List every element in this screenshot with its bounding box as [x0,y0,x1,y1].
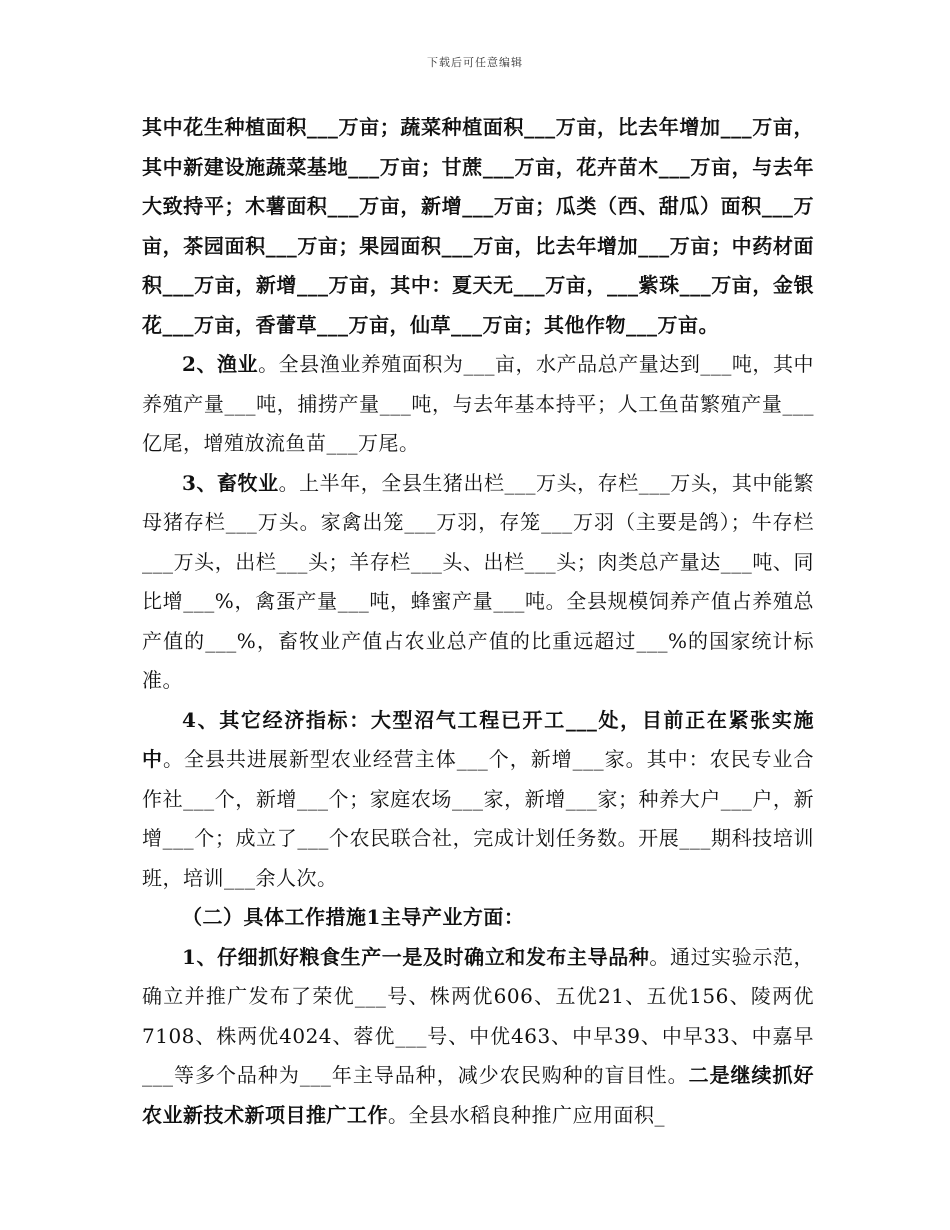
document-body [142,108,814,1135]
grain-heading: 1、仔细抓好粮食生产一是及时确立和发布主导品种 [182,944,650,969]
section-subheading: （二）具体工作措施1主导产业方面： [182,905,525,929]
fishery-text: 。全县渔业养殖面积为___亩，水产品总产量达到___吨，其中养殖产量___吨，捕捞产量___吨，与去年基本持平；人工鱼苗繁殖产量___亿尾，增殖放流鱼苗___万尾。 [142,352,815,455]
other-indicators-text: 。全县共进展新型农业经营主体___个，新增___家。其中：农民专业合作社___个，新增___个；家庭农场___家，新增___家；种养大户___户，新增___个；成立了___个农民联合社，完成计划任务数。开展___期科技培训班，培训___余人次。 [142,747,815,890]
grain-text: 。通过实验示范，确立并推广发布了荣优___号、株两优606、五优21、五优156、陵两优7108、株两优4024、蓉优___号、中优463、中早39、中早33、中嘉早___等多个品种为___年主导品种，减少农民购种的盲目性。 [142,944,815,1087]
other-indicators-heading: 4、其它经济指标：大型沼气工程已开工___处，目前正在紧张实施中 [142,707,814,771]
paragraph-livestock [142,464,814,701]
new-tech-text: 。全县水稻良种推广应用面积_ [388,1102,665,1127]
paragraph-fishery [142,345,814,464]
paragraph-other-indicators [142,701,814,899]
fishery-heading: 2、渔业 [182,352,259,376]
page-header-note: 下载后可任意编辑 [427,56,523,69]
livestock-heading: 3、畜牧业 [182,470,279,495]
paragraph-planting-area: 其中花生种植面积___万亩；蔬菜种植面积___万亩，比去年增加___万亩，其中新建设施蔬菜基地___万亩；甘蔗___万亩，花卉苗木___万亩，与去年大致持平；木薯面积___万亩，新增___万亩；瓜类（西、甜瓜）面积___万亩，茶园面积___万亩；果园面积___万亩，比去年增加___万亩；中药材面积___万亩，新增___万亩，其中：夏天无___万亩，___紫珠___万亩，金银花___万亩，香蕾草___万亩，仙草___万亩；其他作物___万亩。 [142,115,814,337]
livestock-text: 。上半年，全县生猪出栏___万头，存栏___万头，其中能繁母猪存栏___万头。家禽出笼___万羽，存笼___万羽（主要是鸽）；牛存栏___万头，出栏___头；羊存栏___头、出栏___头；肉类总产量达___吨、同比增___%，禽蛋产量___吨，蜂蜜产量___吨。全县规模饲养产值占养殖总产值的___%，畜牧业产值占农业总产值的比重远超过___%的国家统计标准。 [142,470,815,692]
new-tech-heading: 二是继续抓好农业新技术新项目推广工作 [142,1063,815,1127]
paragraph-grain-production [142,938,814,1136]
